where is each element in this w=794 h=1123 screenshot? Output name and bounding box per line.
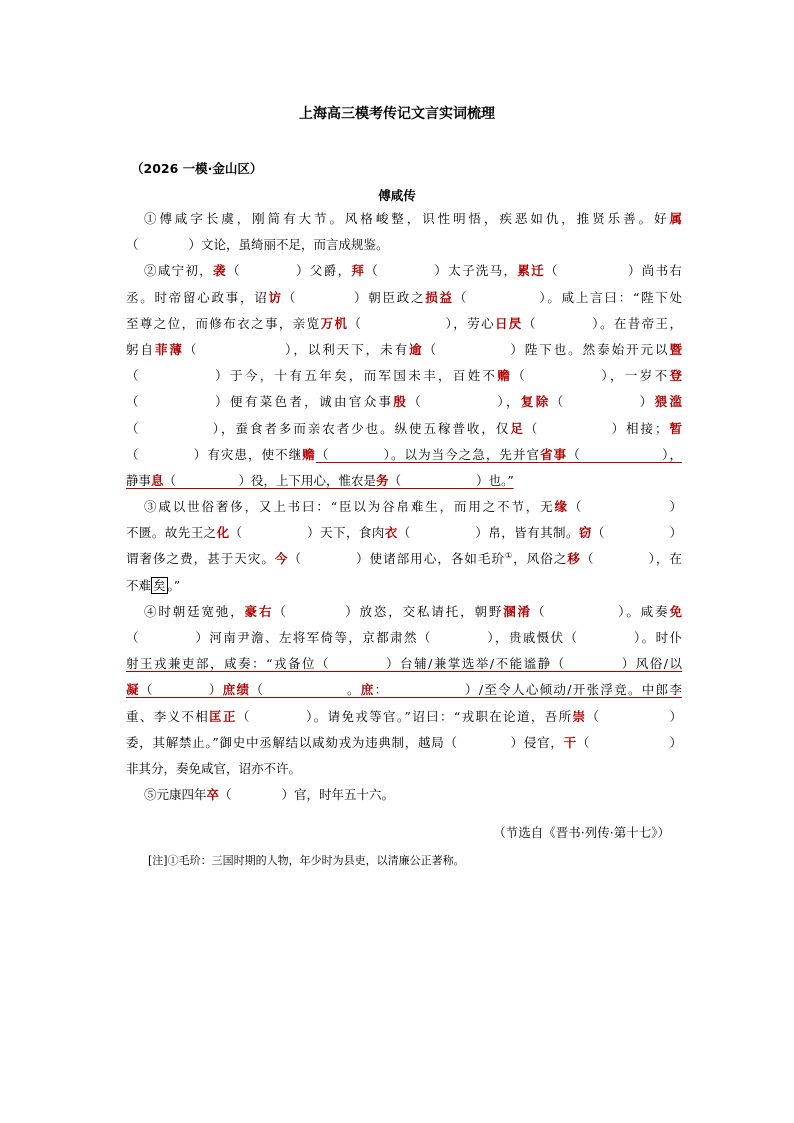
keyword: 袭 bbox=[213, 263, 227, 279]
text-run: 非其分，奏免咸官，诏亦不许。 bbox=[126, 760, 302, 776]
text-run: 。” bbox=[167, 577, 181, 593]
text-run: （ ）， bbox=[408, 394, 521, 410]
passage-line bbox=[126, 363, 682, 389]
passage-line bbox=[126, 232, 682, 258]
text-run: 谓奢侈之费，甚于天灾。 bbox=[126, 551, 275, 567]
text-run: ①傅咸字长虞，刚简有大节。风格峻整，识性明悟，疾恶如仇，推贤乐善。好 bbox=[144, 211, 670, 226]
keyword: 衣 bbox=[384, 525, 398, 541]
keyword: 属 bbox=[669, 211, 682, 226]
text-run: （ ）太子洗马， bbox=[365, 263, 518, 279]
passage-line bbox=[126, 258, 682, 284]
text-run: （ ）便有菜色者，诚由官众事 bbox=[126, 394, 394, 410]
passage-line bbox=[126, 206, 682, 232]
keyword: 赡 bbox=[497, 368, 513, 384]
text-run: 丞。时帝留心政事，诏 bbox=[126, 289, 269, 305]
keyword: 登 bbox=[669, 368, 682, 384]
text-run: （ ） bbox=[568, 499, 682, 515]
keyword: 崇 bbox=[572, 708, 587, 724]
keyword: 万机 bbox=[320, 315, 349, 331]
exam-source: （2026 一模·金山区） bbox=[131, 161, 263, 176]
passage-line bbox=[126, 285, 682, 311]
passage-line bbox=[126, 599, 682, 625]
text-run: （ ）使诸部用心，各如毛玠 bbox=[288, 551, 506, 567]
keyword: 庶绩 bbox=[222, 682, 251, 698]
keyword: 猥滥 bbox=[654, 394, 682, 410]
keyword: 庶 bbox=[360, 682, 375, 698]
text-run: （ ），以利天下，未有 bbox=[183, 341, 410, 357]
text-run: （ ）。咸上言曰：“陛下处 bbox=[453, 289, 682, 305]
text-run: （ ）。咸奏 bbox=[532, 603, 670, 619]
text-run: （ ） bbox=[550, 394, 655, 410]
text-run: （ ）放恣，交私请托，朝野 bbox=[273, 603, 504, 619]
passage-line bbox=[126, 677, 682, 703]
keyword: 匡正 bbox=[209, 708, 237, 724]
passage-line bbox=[126, 625, 682, 651]
boxed-char: 矣 bbox=[153, 577, 166, 593]
text-run: ③咸以世俗奢侈，又上书曰：“臣以为谷帛难生，而用之不节，无 bbox=[144, 499, 555, 515]
keyword: 息 bbox=[151, 472, 164, 488]
passage-line bbox=[126, 468, 682, 494]
underlined-text: （ ）役，上下用心，惟农是 bbox=[163, 472, 377, 488]
text-run: （ ），蚕食者多而亲农者少也。纵使五稼普收，仅 bbox=[126, 420, 511, 436]
text-run: （ ） bbox=[576, 734, 682, 750]
page-title: 上海高三模考传记文言实词梳理 bbox=[299, 106, 495, 122]
keyword: 足 bbox=[510, 420, 525, 436]
keyword: 暂 bbox=[667, 420, 682, 436]
keyword: 省事 bbox=[540, 446, 568, 462]
passage-line bbox=[126, 389, 682, 415]
underlined-text: （ ）也。” bbox=[388, 472, 514, 488]
text-run: ⑤元康四年 bbox=[144, 787, 207, 803]
text-run: （ ）官，时年五十六。 bbox=[219, 787, 395, 803]
passage-line bbox=[126, 730, 682, 756]
text-run: （ ）。请免戎等官。”诏曰：“戎职在论道，吾所 bbox=[236, 708, 573, 724]
keyword: 化 bbox=[216, 525, 230, 541]
passage-line bbox=[126, 651, 682, 677]
underlined-text: （ ） bbox=[139, 682, 223, 698]
passage-line bbox=[126, 782, 682, 808]
text-run: 躬自 bbox=[126, 341, 155, 357]
text-run: 不匮。故先王之 bbox=[126, 525, 217, 541]
keyword: 访 bbox=[268, 289, 283, 305]
keyword: 暨 bbox=[669, 341, 682, 357]
text-run: （ ） bbox=[586, 708, 682, 724]
passage-line bbox=[126, 416, 682, 442]
keyword: 窃 bbox=[578, 525, 592, 541]
keyword: 移 bbox=[567, 551, 581, 567]
keyword: 复除 bbox=[520, 394, 551, 410]
text-run: （ ）有灾患，使不继 bbox=[126, 446, 303, 462]
text-run: （ ）天下，食肉 bbox=[229, 525, 385, 541]
text-run: （ ）河南尹澹、左将军倚等，京都肃然（ ），贵戚慑伏（ ）。时仆 bbox=[126, 630, 682, 645]
passage-line bbox=[126, 311, 682, 337]
citation: （节选自《晋书·列传·第十七》） bbox=[493, 825, 670, 840]
text-run: ②咸宁初， bbox=[144, 263, 214, 279]
passage-line bbox=[126, 546, 682, 572]
footnote: [注]①毛玠：三国时期的人物，年少时为县吏，以清廉公正著称。 bbox=[148, 854, 465, 867]
text-run: （ ） bbox=[591, 525, 682, 541]
keyword: 日昃 bbox=[495, 315, 523, 331]
keyword: 务 bbox=[376, 472, 389, 488]
keyword: 溷淆 bbox=[503, 603, 532, 619]
text-run: （ ）朝臣政之 bbox=[282, 289, 426, 305]
keyword: 赡 bbox=[302, 446, 316, 462]
passage-line bbox=[126, 756, 682, 782]
text-run: （ ）于今，十有五年矣，而军国未丰，百姓不 bbox=[126, 368, 498, 384]
keyword: 免 bbox=[669, 603, 682, 619]
keyword: 损益 bbox=[425, 289, 454, 305]
keyword: 逾 bbox=[409, 341, 424, 357]
text-run: 至尊之位，而修布衣之事，亲览 bbox=[126, 315, 321, 331]
text-run: ④时朝廷宽弛， bbox=[144, 603, 245, 619]
text-run: （ ）文论，虽绮丽不足，而言成规鉴。 bbox=[126, 237, 389, 253]
underlined-text: ： ）/至令人心倾动/开张浮竞。中郎李 bbox=[374, 682, 682, 698]
passage-line bbox=[126, 704, 682, 730]
footnote-marker: ① bbox=[505, 551, 514, 561]
keyword: 拜 bbox=[351, 263, 366, 279]
text-run: （ ）陛下也。然泰始开元以 bbox=[423, 341, 670, 357]
keyword: 凝 bbox=[126, 682, 140, 698]
passage-line bbox=[126, 520, 682, 546]
text-run: ，风俗之 bbox=[513, 551, 568, 567]
keyword: 干 bbox=[563, 734, 577, 750]
keyword: 缘 bbox=[554, 499, 569, 515]
text-run: （ ）父爵， bbox=[226, 263, 352, 279]
text-run: （ ）相接； bbox=[524, 420, 668, 436]
passage-line bbox=[126, 337, 682, 363]
keyword: 卒 bbox=[206, 787, 220, 803]
text-run: （ ）。在昔帝王， bbox=[522, 315, 682, 331]
text-run: （ ），劳心 bbox=[348, 315, 496, 331]
text-run: （ ）帛，皆有其制。 bbox=[397, 525, 579, 541]
keyword: 殷 bbox=[393, 394, 409, 410]
text-run: （ ），一岁不 bbox=[512, 368, 670, 384]
text-run: （ ）尚书右 bbox=[544, 263, 682, 279]
underlined-text: （ ）。以为当今之急，先并官 bbox=[315, 446, 541, 462]
underlined-text: 射王戎兼吏部，咸奏：“戎备位（ ）台辅/兼掌选举/不能谧静（ ）风俗/以 bbox=[126, 656, 682, 672]
text-run: 委，其解禁止。”御史中丞解结以咸劾戎为违典制，越局（ ）侵官， bbox=[126, 734, 564, 750]
text-run: 不难 bbox=[126, 577, 152, 593]
keyword: 菲薄 bbox=[154, 341, 184, 357]
passage-title: 傅咸传 bbox=[378, 188, 416, 203]
underlined-text: （ 。 bbox=[250, 682, 361, 698]
passage-line bbox=[126, 442, 682, 468]
passage-line bbox=[126, 573, 682, 599]
text-run: （ ），在 bbox=[580, 551, 682, 567]
text-run: 重、李义不相 bbox=[126, 708, 210, 724]
passage-body bbox=[126, 206, 682, 808]
keyword: 豪右 bbox=[244, 603, 274, 619]
keyword: 今 bbox=[274, 551, 289, 567]
keyword: 累迁 bbox=[517, 263, 545, 279]
underlined-text: 静事 bbox=[126, 472, 152, 488]
passage-line bbox=[126, 494, 682, 520]
underlined-text: （ ）， bbox=[567, 446, 682, 462]
